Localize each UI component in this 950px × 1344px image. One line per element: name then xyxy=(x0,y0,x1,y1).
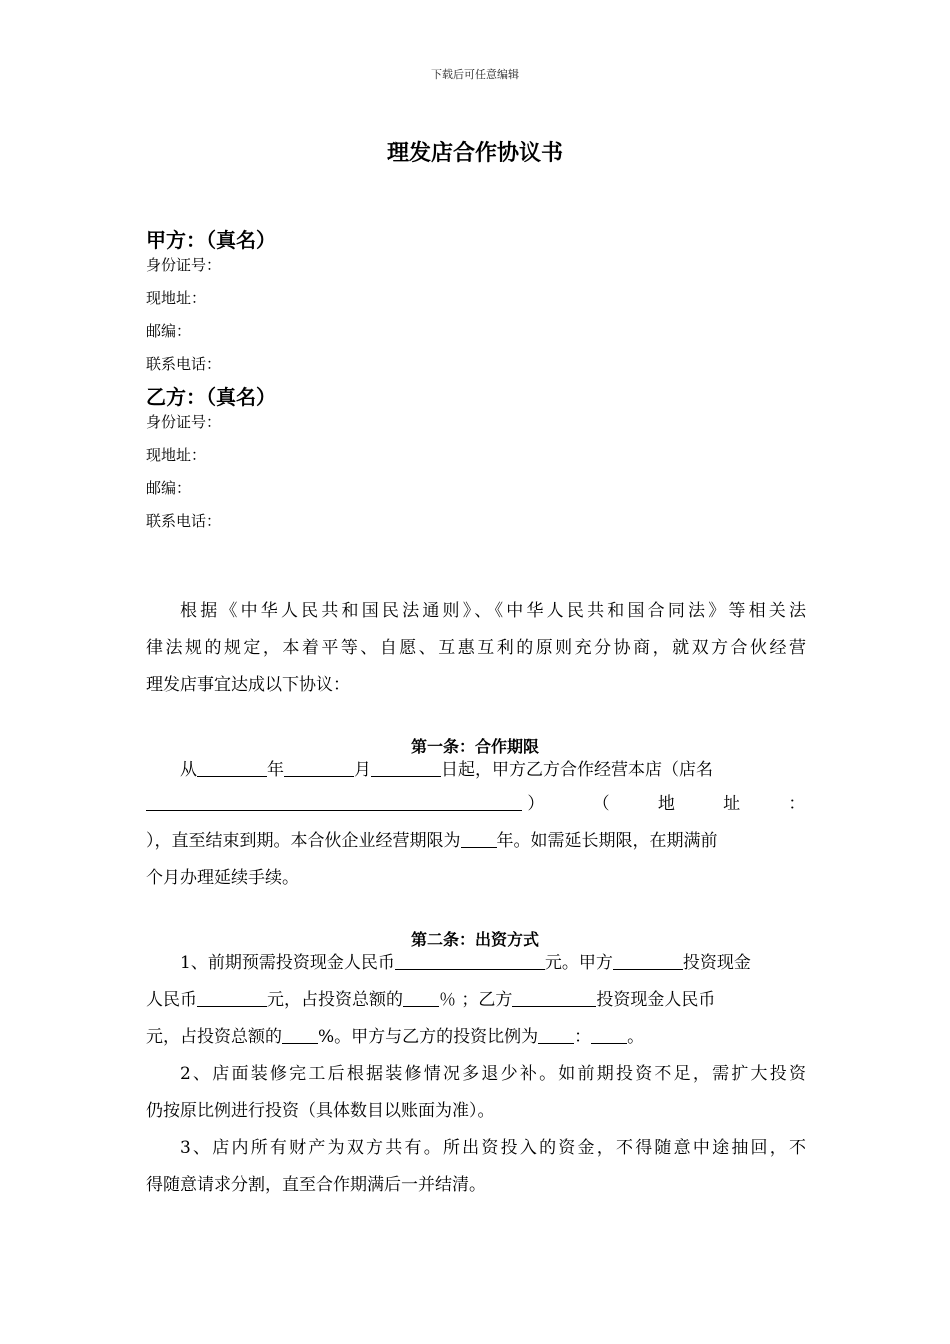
address-spread xyxy=(527,786,805,822)
preamble-line-3: 理发店事宜达成以下协议： xyxy=(146,675,350,695)
article-1-line-2 xyxy=(146,786,806,822)
party-a-percent-blank xyxy=(403,988,439,1007)
year-blank xyxy=(197,758,267,777)
party-a-postcode-label: 邮编： xyxy=(146,322,192,340)
party-b-address-label: 现地址： xyxy=(146,446,207,464)
text-extension-clause: 年。如需延长期限，在期满前 xyxy=(496,831,718,851)
store-name-blank xyxy=(146,792,522,811)
text-open-paren: （ xyxy=(592,794,632,814)
text-year: 年 xyxy=(267,760,284,780)
text-ratio-clause: %。甲方与乙方的投资比例为 xyxy=(318,1027,539,1047)
article-1-line-4: 个月办理延续手续。 xyxy=(146,868,299,888)
article-2-p1-line-1 xyxy=(146,945,806,981)
ratio-b-blank xyxy=(591,1025,627,1044)
article-2-p3-line-1: 3、店内所有财产为双方共有。所出资投入的资金，不得随意中途抽回，不 xyxy=(180,1138,806,1158)
party-b-id-label: 身份证号： xyxy=(146,413,222,431)
article-2-p2-line-1: 2、店面装修完工后根据装修情况多退少补。如前期投资不足，需扩大投资 xyxy=(180,1064,806,1084)
article-1-title: 第一条：合作期限 xyxy=(410,737,539,756)
text-yuan-party-a: 元。甲方 xyxy=(544,953,613,973)
text-share-of-total: 元，占投资总额的 xyxy=(267,990,403,1010)
ratio-a-blank xyxy=(538,1025,574,1044)
term-years-blank xyxy=(461,829,497,848)
party-b-amount-blank xyxy=(512,988,596,1007)
text-close-paren: ） xyxy=(527,794,566,814)
article-2-p1-line-3 xyxy=(146,1019,806,1055)
total-investment-blank xyxy=(395,951,545,970)
document-title: 理发店合作协议书 xyxy=(386,141,563,166)
text-yuan-share: 元，占投资总额的 xyxy=(146,1027,282,1047)
text-total-investment: 1、前期预需投资现金人民币 xyxy=(180,953,395,973)
text-zhi: 址 xyxy=(723,794,762,814)
article-1-line-3 xyxy=(146,823,806,859)
party-a-id-label: 身份证号： xyxy=(146,256,222,274)
text-percent-party-b: ％ ；乙方 xyxy=(439,990,513,1010)
text-month: 月 xyxy=(354,760,371,780)
party-a-amount-blank xyxy=(613,951,683,970)
article-1-line-1 xyxy=(146,752,806,788)
text-period: 。 xyxy=(627,1027,645,1047)
text-from: 从 xyxy=(180,760,197,780)
article-2-title: 第二条：出资方式 xyxy=(410,930,539,949)
day-blank xyxy=(371,758,441,777)
party-b-heading: 乙方：（真名） xyxy=(146,385,276,409)
party-a-address-label: 现地址： xyxy=(146,289,207,307)
party-a-rmb-blank xyxy=(197,988,267,1007)
text-ratio-colon: ： xyxy=(574,1027,592,1047)
text-di: 地 xyxy=(657,794,697,814)
text-start-clause: 日起，甲方乙方合作经营本店（店名 xyxy=(441,760,713,780)
party-a-phone-label: 联系电话： xyxy=(146,355,222,373)
party-b-percent-blank xyxy=(282,1025,318,1044)
header-note: 下载后可任意编辑 xyxy=(431,68,519,81)
article-2-p2-line-2: 仍按原比例进行投资（具体数目以账面为准）。 xyxy=(146,1101,495,1121)
month-blank xyxy=(284,758,354,777)
party-b-postcode-label: 邮编： xyxy=(146,479,192,497)
text-invest-cash-rmb: 投资现金人民币 xyxy=(596,990,716,1010)
text-term-clause: ），直至结束到期。本合伙企业经营期限为 xyxy=(146,831,461,851)
text-colon: ： xyxy=(788,794,806,814)
preamble-line-1: 根据《中华人民共和国民法通则》、《中华人民共和国合同法》等相关法 xyxy=(180,601,806,621)
text-invest-cash: 投资现金 xyxy=(682,953,751,973)
article-2-p3-line-2: 得随意请求分割，直至合作期满后一并结清。 xyxy=(146,1175,486,1195)
text-rmb: 人民币 xyxy=(146,990,197,1010)
party-a-heading: 甲方：（真名） xyxy=(146,228,276,252)
article-2-p1-line-2 xyxy=(146,982,806,1018)
party-b-phone-label: 联系电话： xyxy=(146,512,222,530)
preamble-line-2: 律法规的规定，本着平等、自愿、互惠互利的原则充分协商，就双方合伙经营 xyxy=(146,638,806,658)
